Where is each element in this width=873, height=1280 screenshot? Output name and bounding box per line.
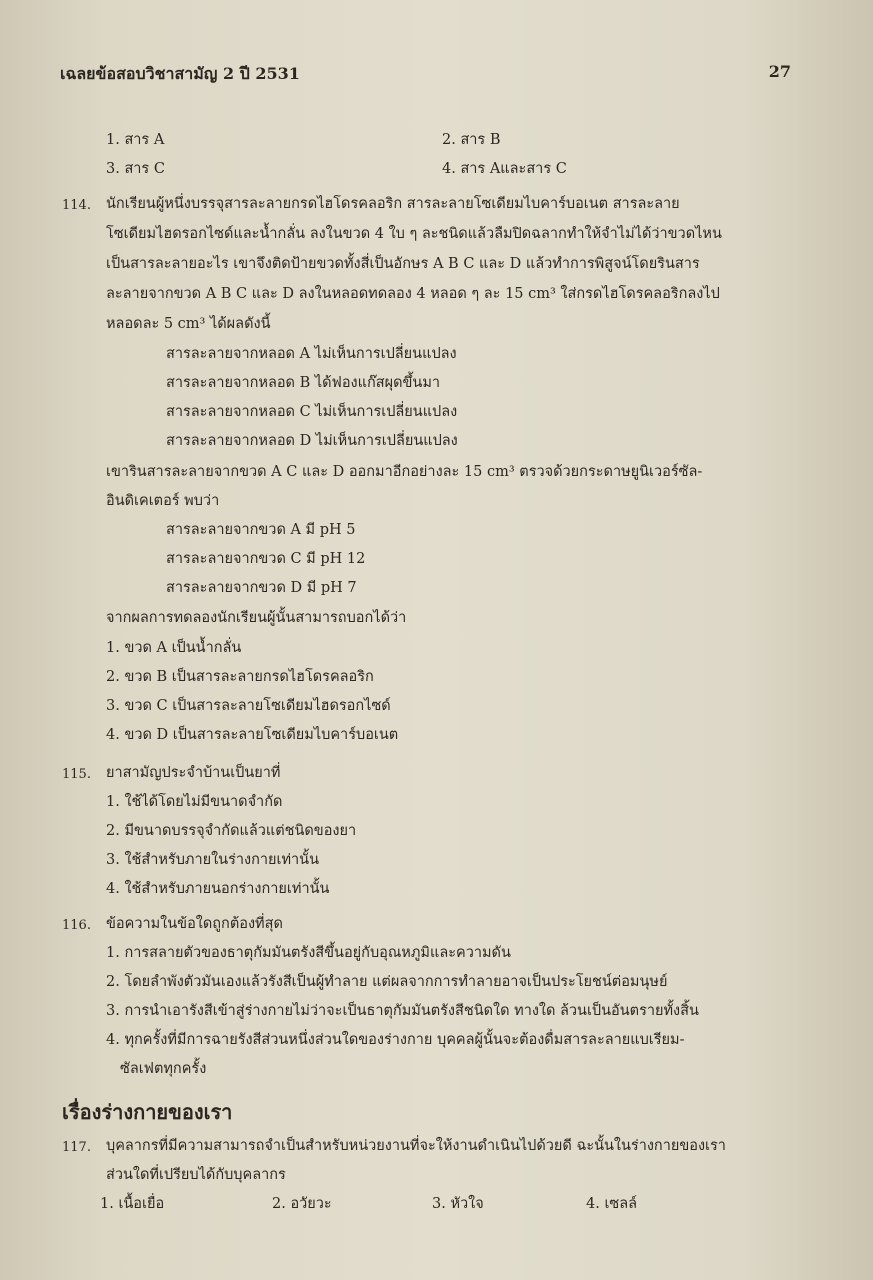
q117-option-2: 2. อวัยวะ <box>272 1196 332 1212</box>
running-head-title: เฉลยข้อสอบวิชาสามัญ 2 ปี 2531 <box>60 64 300 83</box>
q114-number: 114. <box>62 198 91 213</box>
q114-result2-line: สารละลายจากขวด A มี pH 5 <box>166 522 356 538</box>
q114-mid-line: อินดิเคเตอร์ พบว่า <box>106 493 220 509</box>
q117-number: 117. <box>62 1140 91 1155</box>
q116-option-2: 2. โดยลำพังตัวมันเองแล้วรังสีเป็นผู้ทำลาย แต่ผลจากการทำลายอาจเป็นประโยชน์ต่อมนุษย์ <box>106 974 668 990</box>
q114-stem-line: โซเดียมไฮดรอกไซด์และน้ำกลั่น ลงในขวด 4 ใบ ๆ ละชนิดแล้วลืมปิดฉลากทำให้จำไม่ได้ว่าขวดไหน <box>106 226 722 242</box>
q114-result2-line: สารละลายจากขวด D มี pH 7 <box>166 580 357 596</box>
q113-option-4: 4. สาร Aและสาร C <box>442 161 567 177</box>
q117-option-4: 4. เซลล์ <box>586 1196 638 1212</box>
q117-option-1: 1. เนื้อเยื่อ <box>100 1196 165 1212</box>
q113-option-1: 1. สาร A <box>106 132 165 148</box>
q115-stem: ยาสามัญประจำบ้านเป็นยาที่ <box>106 765 281 781</box>
section-heading: เรื่องร่างกายของเรา <box>62 1100 233 1124</box>
q113-option-3: 3. สาร C <box>106 161 165 177</box>
q114-result1-line: สารละลายจากหลอด C ไม่เห็นการเปลี่ยนแปลง <box>166 404 458 420</box>
q115-option-3: 3. ใช้สำหรับภายในร่างกายเท่านั้น <box>106 852 320 868</box>
q116-stem: ข้อความในข้อใดถูกต้องที่สุด <box>106 916 283 932</box>
q114-stem-line: ละลายจากขวด A B C และ D ลงในหลอดทดลอง 4 หลอด ๆ ละ 15 cm³ ใส่กรดไฮโดรคลอริกลงไป <box>106 286 720 302</box>
q115-option-2: 2. มีขนาดบรรจุจำกัดแล้วแต่ชนิดของยา <box>106 823 357 839</box>
q114-option-1: 1. ขวด A เป็นน้ำกลั่น <box>106 640 242 656</box>
q117-stem-line: บุคลากรที่มีความสามารถจำเป็นสำหรับหน่วยงานที่จะให้งานดำเนินไปด้วยดี ฉะนั้นในร่างกายของเรา <box>106 1138 726 1154</box>
q114-stem-line: นักเรียนผู้หนึ่งบรรจุสารละลายกรดไฮโดรคลอริก สารละลายโซเดียมไบคาร์บอเนต สารละลาย <box>106 196 680 212</box>
page-number: 27 <box>768 62 791 81</box>
q115-option-1: 1. ใช้ได้โดยไม่มีขนาดจำกัด <box>106 794 283 810</box>
q116-number: 116. <box>62 918 91 933</box>
q115-number: 115. <box>62 767 91 782</box>
q116-option-4-continued: ซัลเฟตทุกครั้ง <box>120 1061 207 1077</box>
q114-conclusion: จากผลการทดลองนักเรียนผู้นั้นสามารถบอกได้ว่า <box>106 610 407 626</box>
q114-result1-line: สารละลายจากหลอด B ได้ฟองแก๊สผุดขึ้นมา <box>166 375 441 391</box>
q114-option-2: 2. ขวด B เป็นสารละลายกรดไฮโดรคลอริก <box>106 669 374 685</box>
q114-stem-line: เป็นสารละลายอะไร เขาจึงติดป้ายขวดทั้งสี่เป็นอักษร A B C และ D แล้วทำการพิสูจน์โดยรินสาร <box>106 256 700 272</box>
q114-option-4: 4. ขวด D เป็นสารละลายโซเดียมไบคาร์บอเนต <box>106 727 399 743</box>
q114-result2-line: สารละลายจากขวด C มี pH 12 <box>166 551 366 567</box>
q117-stem-line: ส่วนใดที่เปรียบได้กับบุคลากร <box>106 1167 286 1183</box>
q114-result1-line: สารละลายจากหลอด A ไม่เห็นการเปลี่ยนแปลง <box>166 346 457 362</box>
q114-result1-line: สารละลายจากหลอด D ไม่เห็นการเปลี่ยนแปลง <box>166 433 458 449</box>
q116-option-3: 3. การนำเอารังสีเข้าสู่ร่างกายไม่ว่าจะเป็นธาตุกัมมันตรังสีชนิดใด ทางใด ล้วนเป็นอันตรายทั้งสิ้น <box>106 1003 699 1019</box>
q116-option-1: 1. การสลายตัวของธาตุกัมมันตรังสีขึ้นอยู่กับอุณหภูมิและความดัน <box>106 945 511 961</box>
q114-option-3: 3. ขวด C เป็นสารละลายโซเดียมไฮดรอกไซด์ <box>106 698 391 714</box>
q114-stem-line: หลอดละ 5 cm³ ได้ผลดังนี้ <box>106 316 271 332</box>
q115-option-4: 4. ใช้สำหรับภายนอกร่างกายเท่านั้น <box>106 881 330 897</box>
q117-option-3: 3. หัวใจ <box>432 1196 484 1212</box>
q116-option-4: 4. ทุกครั้งที่มีการฉายรังสีส่วนหนึ่งส่วนใดของร่างกาย บุคคลผู้นั้นจะต้องดื่มสารละลายแบเรียม- <box>106 1032 685 1048</box>
q113-option-2: 2. สาร B <box>442 132 501 148</box>
q114-mid-line: เขารินสารละลายจากขวด A C และ D ออกมาอีกอย่างละ 15 cm³ ตรวจด้วยกระดาษยูนิเวอร์ซัล- <box>106 464 703 480</box>
